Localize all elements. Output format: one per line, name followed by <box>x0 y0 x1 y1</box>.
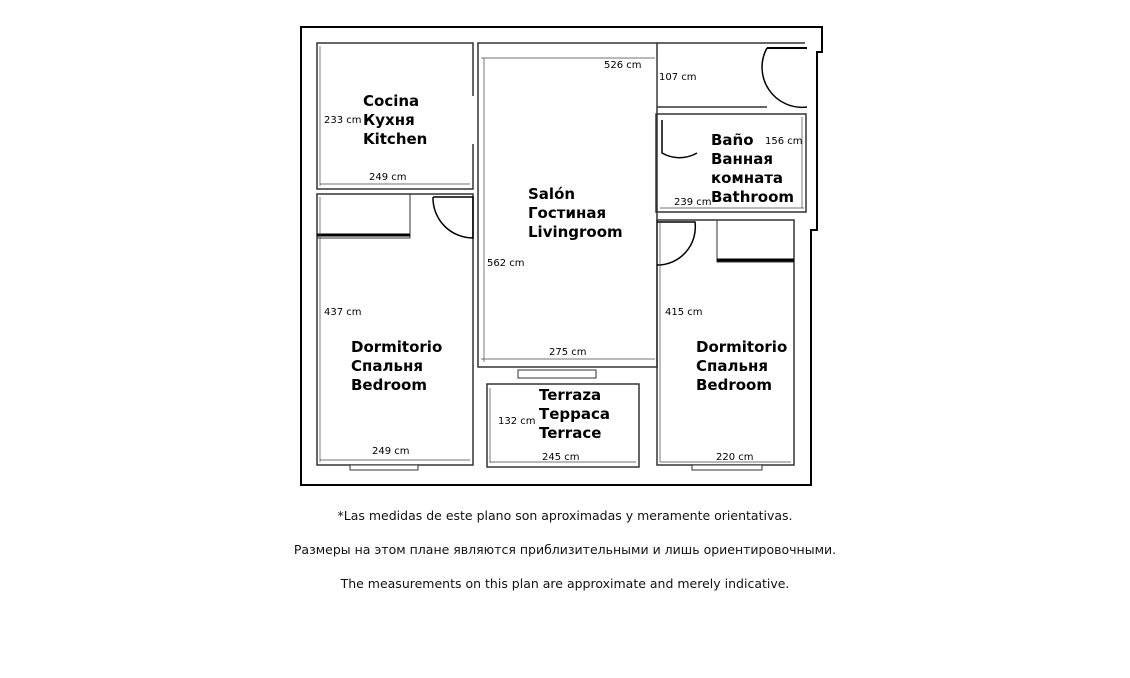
wardrobe-left <box>317 194 410 238</box>
kitchen-label: Cocina Кухня Kitchen <box>363 92 428 148</box>
bedroom-right-label: Dormitorio Спальня Bedroom <box>696 338 788 394</box>
dim-living-height: 562 cm <box>487 258 525 269</box>
dim-terrace-width: 245 cm <box>542 452 580 463</box>
dim-living-bottom-width: 275 cm <box>549 347 587 358</box>
entrance-door <box>762 48 807 107</box>
dim-bedroom-left-width: 249 cm <box>372 446 410 457</box>
note-en: The measurements on this plan are approximate and merely indicative. <box>340 576 790 591</box>
dim-bedroom-right-height: 415 cm <box>665 307 703 318</box>
note-es: *Las medidas de este plano son aproximadas y meramente orientativas. <box>337 508 793 523</box>
dim-bath-height: 156 cm <box>765 136 803 147</box>
bedroom-right-door <box>657 222 695 265</box>
bathroom-door <box>662 120 697 158</box>
dim-terrace-height: 132 cm <box>498 416 536 427</box>
bedroom-left-label: Dormitorio Спальня Bedroom <box>351 338 443 394</box>
dim-bedroom-left-height: 437 cm <box>324 307 362 318</box>
terrace-label: Terraza Терраса Terrace <box>539 386 611 442</box>
dim-bath-width: 239 cm <box>674 197 712 208</box>
dim-living-width: 526 cm <box>604 60 642 71</box>
bathroom-label: Baño Ванная комната Bathroom <box>711 131 795 206</box>
dim-hall-depth: 107 cm <box>659 72 697 83</box>
dim-kitchen-height: 233 cm <box>324 115 362 126</box>
bedroom-left-door <box>433 197 473 238</box>
wardrobe-right <box>717 220 794 262</box>
dim-kitchen-width: 249 cm <box>369 172 407 183</box>
note-ru: Размеры на этом плане являются приблизительными и лишь ориентировочными. <box>293 542 837 557</box>
dim-bedroom-right-width: 220 cm <box>716 452 754 463</box>
living-label: Salón Гостиная Livingroom <box>528 185 623 241</box>
